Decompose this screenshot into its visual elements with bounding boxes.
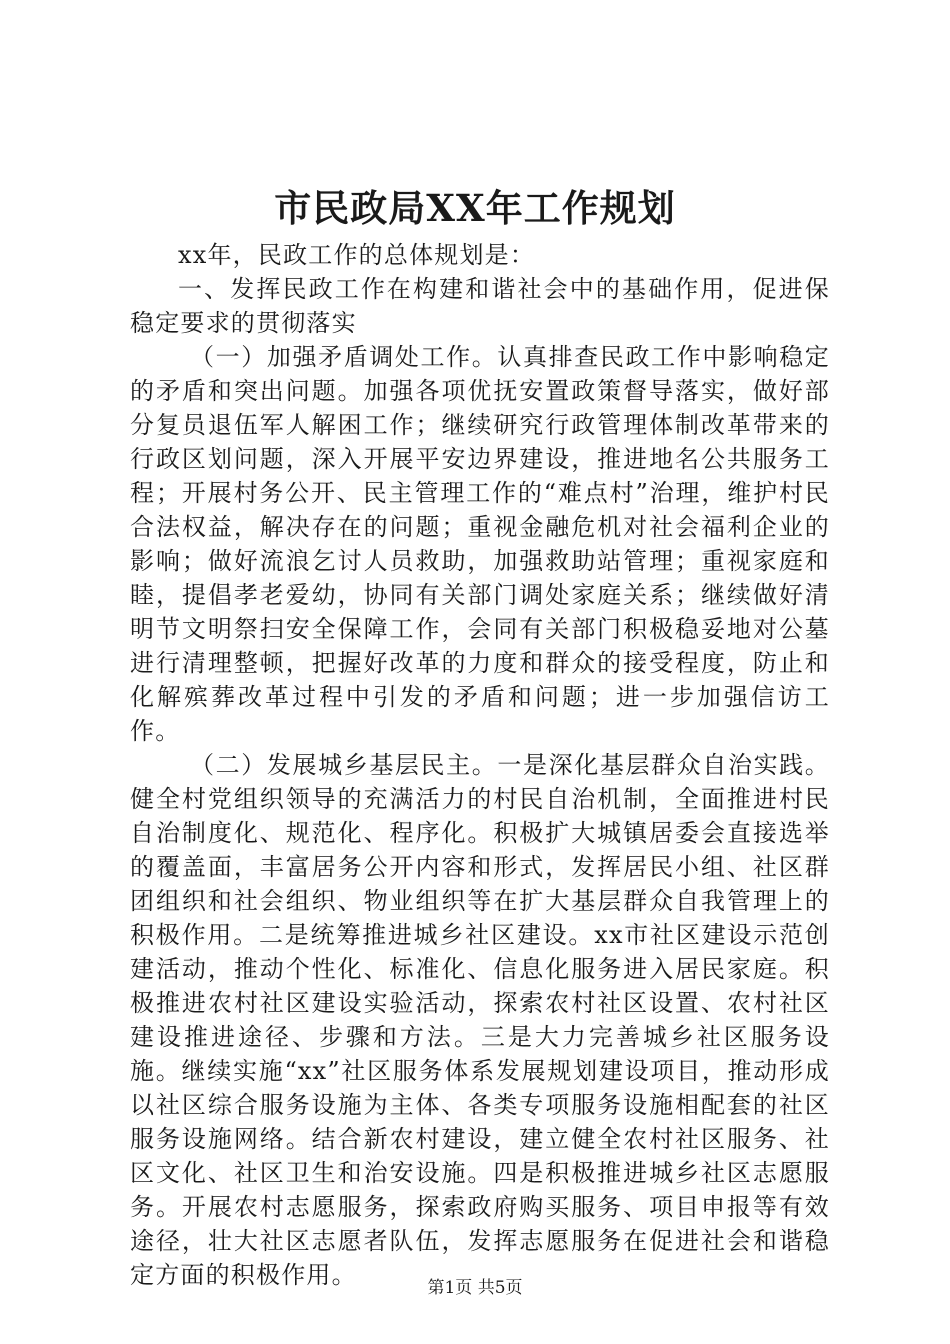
document-body [130,238,830,1292]
subsection-paragraph-1: （一）加强矛盾调处工作。认真排查民政工作中影响稳定的矛盾和突出问题。加强各项优抚安置政策督导落实，做好部分复员退伍军人解困工作；继续研究行政管理体制改革带来的行政区划问题，深入开展平安边界建设，推进地名公共服务工程；开展村务公开、民主管理工作的“难点村”治理，维护村民合法权益，解决存在的问题；重视金融危机对社会福利企业的影响；做好流浪乞讨人员救助，加强救助站管理；重视家庭和睦，提倡孝老爱幼，协同有关部门调处家庭关系；继续做好清明节文明祭扫安全保障工作，会同有关部门积极稳妥地对公墓进行清理整顿，把握好改革的力度和群众的接受程度，防止和化解殡葬改革过程中引发的矛盾和问题；进一步加强信访工作。 [130,343,830,745]
section-heading-1: 一、发挥民政工作在构建和谐社会中的基础作用，促进保稳定要求的贯彻落实 [130,275,830,337]
intro-paragraph: xx年，民政工作的总体规划是： [178,241,536,269]
document-title: 市民政局XX年工作规划 [274,186,676,230]
subsection-paragraph-2: （二）发展城乡基层民主。一是深化基层群众自治实践。健全村党组织领导的充满活力的村民自治机制，全面推进村民自治制度化、规范化、程序化。积极扩大城镇居委会直接选举的覆盖面，丰富居务公开内容和形式，发挥居民小组、社区群团组织和社会组织、物业组织等在扩大基层群众自我管理上的积极作用。二是统筹推进城乡社区建设。xx市社区建设示范创建活动，推动个性化、标准化、信息化服务进入居民家庭。积极推进农村社区建设实验活动，探索农村社区设置、农村社区建设推进途径、步骤和方法。三是大力完善城乡社区服务设施。继续实施“xx”社区服务体系发展规划建设项目，推动形成以社区综合服务设施为主体、各类专项服务设施相配套的社区服务设施网络。结合新农村建设，建立健全农村社区服务、社区文化、社区卫生和治安设施。四是积极推进城乡社区志愿服务。开展农村志愿服务，探索政府购买服务、项目申报等有效途径，壮大社区志愿者队伍，发挥志愿服务在促进社会和谐稳定方面的积极作用。 [130,751,830,1289]
page-number-current: 第1页 [427,1278,473,1298]
page-number-total: 共5页 [477,1278,523,1298]
page-footer [0,1276,950,1300]
